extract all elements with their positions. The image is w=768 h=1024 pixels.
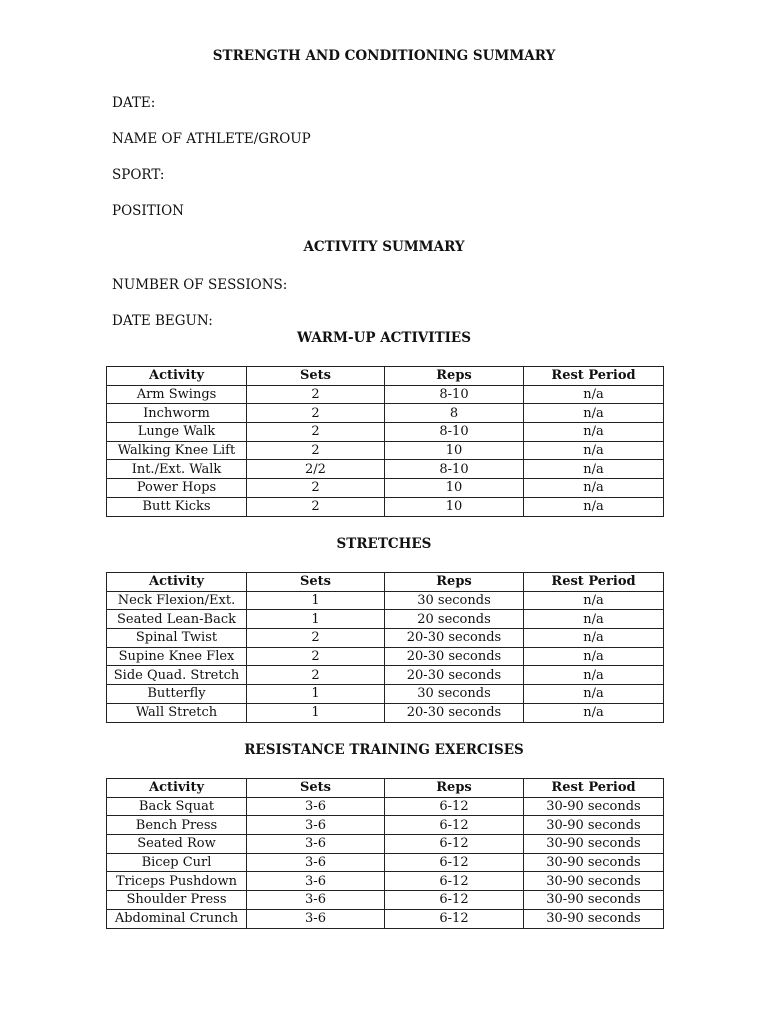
header-rest-period: Rest Period (524, 573, 664, 592)
table-row (107, 685, 664, 704)
reps-cell: 6-12 (385, 816, 524, 835)
header-reps: Reps (385, 779, 524, 798)
table-row (107, 610, 664, 629)
reps-cell: 6-12 (385, 872, 524, 891)
rest-period-cell: n/a (524, 610, 664, 629)
sets-cell: 2 (247, 423, 385, 442)
table-row (107, 797, 664, 816)
header-sets: Sets (247, 367, 385, 386)
rest-period-cell: n/a (524, 497, 664, 516)
table-row (107, 441, 664, 460)
reps-cell: 6-12 (385, 797, 524, 816)
header-activity: Activity (107, 573, 247, 592)
activity-cell: Shoulder Press (107, 891, 247, 910)
table-header-row (107, 779, 664, 798)
activity-cell: Seated Row (107, 835, 247, 854)
rest-period-cell: n/a (524, 460, 664, 479)
activity-cell: Abdominal Crunch (107, 909, 247, 928)
sets-cell: 2 (247, 666, 385, 685)
reps-cell: 20-30 seconds (385, 647, 524, 666)
activity-cell: Int./Ext. Walk (107, 460, 247, 479)
activity-cell: Lunge Walk (107, 423, 247, 442)
reps-cell: 8-10 (385, 460, 524, 479)
sets-cell: 3-6 (247, 853, 385, 872)
table-row (107, 891, 664, 910)
warmup-heading: WARM-UP ACTIVITIES (297, 330, 471, 346)
sets-cell: 3-6 (247, 816, 385, 835)
sets-cell: 1 (247, 610, 385, 629)
reps-cell: 8 (385, 404, 524, 423)
date-field: DATE: (112, 95, 156, 111)
reps-cell: 20 seconds (385, 610, 524, 629)
reps-cell: 8-10 (385, 423, 524, 442)
sets-cell: 3-6 (247, 872, 385, 891)
rest-period-cell: n/a (524, 685, 664, 704)
resistance-heading: RESISTANCE TRAINING EXERCISES (244, 742, 524, 758)
table-header-row (107, 573, 664, 592)
activity-cell: Back Squat (107, 797, 247, 816)
reps-cell: 6-12 (385, 909, 524, 928)
table-row (107, 423, 664, 442)
reps-cell: 10 (385, 441, 524, 460)
header-rest-period: Rest Period (524, 367, 664, 386)
table-row (107, 647, 664, 666)
rest-period-cell: n/a (524, 666, 664, 685)
sets-cell: 2 (247, 385, 385, 404)
sessions-field: NUMBER OF SESSIONS: (112, 277, 288, 293)
table-row (107, 666, 664, 685)
activity-cell: Spinal Twist (107, 629, 247, 648)
table-row (107, 872, 664, 891)
rest-period-cell: n/a (524, 591, 664, 610)
warmup-table (106, 366, 664, 517)
activity-cell: Neck Flexion/Ext. (107, 591, 247, 610)
table-row (107, 497, 664, 516)
date-begun-field: DATE BEGUN: (112, 313, 213, 329)
reps-cell: 20-30 seconds (385, 629, 524, 648)
reps-cell: 6-12 (385, 891, 524, 910)
activity-cell: Butt Kicks (107, 497, 247, 516)
table-row (107, 816, 664, 835)
activity-cell: Side Quad. Stretch (107, 666, 247, 685)
activity-cell: Bench Press (107, 816, 247, 835)
table-row (107, 629, 664, 648)
sets-cell: 3-6 (247, 909, 385, 928)
sets-cell: 2 (247, 404, 385, 423)
stretches-heading: STRETCHES (336, 536, 432, 552)
header-sets: Sets (247, 573, 385, 592)
table-row (107, 404, 664, 423)
activity-cell: Triceps Pushdown (107, 872, 247, 891)
sets-cell: 2/2 (247, 460, 385, 479)
rest-period-cell: 30-90 seconds (524, 835, 664, 854)
header-rest-period: Rest Period (524, 779, 664, 798)
sets-cell: 3-6 (247, 891, 385, 910)
activity-cell: Bicep Curl (107, 853, 247, 872)
header-activity: Activity (107, 779, 247, 798)
position-field: POSITION (112, 203, 184, 219)
reps-cell: 6-12 (385, 853, 524, 872)
reps-cell: 8-10 (385, 385, 524, 404)
sets-cell: 3-6 (247, 797, 385, 816)
table-row (107, 909, 664, 928)
activity-summary-heading: ACTIVITY SUMMARY (303, 239, 465, 255)
table-header-row (107, 367, 664, 386)
activity-cell: Butterfly (107, 685, 247, 704)
sets-cell: 2 (247, 441, 385, 460)
rest-period-cell: n/a (524, 404, 664, 423)
header-activity: Activity (107, 367, 247, 386)
activity-cell: Seated Lean-Back (107, 610, 247, 629)
reps-cell: 10 (385, 497, 524, 516)
rest-period-cell: n/a (524, 629, 664, 648)
table-row (107, 591, 664, 610)
reps-cell: 30 seconds (385, 685, 524, 704)
table-row (107, 835, 664, 854)
resistance-table (106, 778, 664, 929)
activity-cell: Power Hops (107, 479, 247, 498)
athlete-field: NAME OF ATHLETE/GROUP (112, 131, 311, 147)
table-row (107, 853, 664, 872)
reps-cell: 20-30 seconds (385, 703, 524, 722)
activity-cell: Arm Swings (107, 385, 247, 404)
header-reps: Reps (385, 573, 524, 592)
sets-cell: 3-6 (247, 835, 385, 854)
sets-cell: 2 (247, 497, 385, 516)
activity-cell: Walking Knee Lift (107, 441, 247, 460)
stretches-table (106, 572, 664, 723)
rest-period-cell: n/a (524, 479, 664, 498)
table-row (107, 460, 664, 479)
rest-period-cell: 30-90 seconds (524, 853, 664, 872)
rest-period-cell: n/a (524, 423, 664, 442)
rest-period-cell: n/a (524, 703, 664, 722)
reps-cell: 6-12 (385, 835, 524, 854)
rest-period-cell: n/a (524, 441, 664, 460)
rest-period-cell: 30-90 seconds (524, 797, 664, 816)
table-row (107, 703, 664, 722)
table-row (107, 385, 664, 404)
activity-cell: Supine Knee Flex (107, 647, 247, 666)
rest-period-cell: n/a (524, 647, 664, 666)
reps-cell: 20-30 seconds (385, 666, 524, 685)
reps-cell: 30 seconds (385, 591, 524, 610)
activity-cell: Wall Stretch (107, 703, 247, 722)
header-reps: Reps (385, 367, 524, 386)
sets-cell: 1 (247, 685, 385, 704)
rest-period-cell: 30-90 seconds (524, 891, 664, 910)
sets-cell: 1 (247, 703, 385, 722)
activity-cell: Inchworm (107, 404, 247, 423)
rest-period-cell: 30-90 seconds (524, 872, 664, 891)
sets-cell: 2 (247, 647, 385, 666)
rest-period-cell: 30-90 seconds (524, 816, 664, 835)
sets-cell: 1 (247, 591, 385, 610)
header-sets: Sets (247, 779, 385, 798)
sets-cell: 2 (247, 479, 385, 498)
page-title: STRENGTH AND CONDITIONING SUMMARY (212, 48, 556, 64)
sport-field: SPORT: (112, 167, 165, 183)
sets-cell: 2 (247, 629, 385, 648)
reps-cell: 10 (385, 479, 524, 498)
table-row (107, 479, 664, 498)
rest-period-cell: n/a (524, 385, 664, 404)
rest-period-cell: 30-90 seconds (524, 909, 664, 928)
